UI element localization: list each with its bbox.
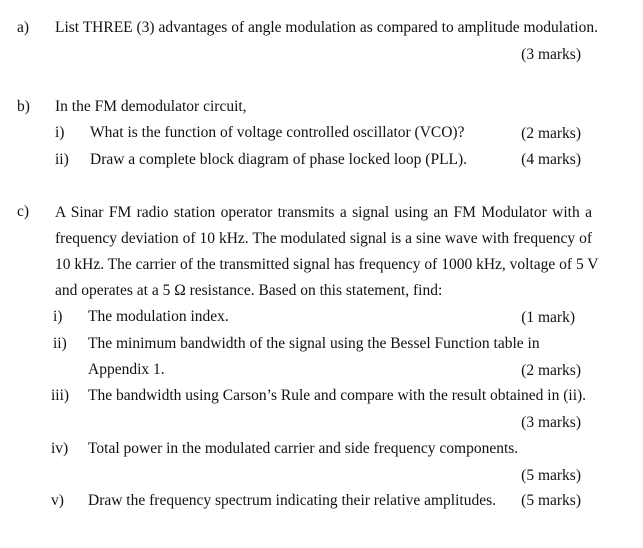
- part-text-continued: Appendix 1.: [88, 361, 165, 378]
- question-label: c): [17, 203, 30, 220]
- part-label: ii): [55, 151, 69, 168]
- question-text-line: frequency deviation of 10 kHz. The modulated signal is a sine wave with frequency of: [55, 230, 592, 247]
- marks: (2 marks): [521, 125, 581, 142]
- marks: (5 marks): [521, 492, 581, 509]
- part-label: i): [53, 308, 63, 325]
- part-label: iii): [51, 387, 70, 404]
- part-text: The minimum bandwidth of the signal using the Bessel Function table in: [88, 335, 540, 352]
- question-text-line: 10 kHz. The carrier of the transmitted signal has frequency of 1000 kHz, voltage of 5 V: [55, 256, 599, 273]
- question-text: List THREE (3) advantages of angle modulation as compared to amplitude modulation.: [55, 19, 598, 36]
- part-text: What is the function of voltage controlled oscillator (VCO)?: [90, 124, 465, 141]
- question-label: a): [17, 19, 30, 36]
- part-text: The modulation index.: [88, 308, 229, 325]
- marks: (5 marks): [521, 467, 581, 484]
- part-text: Draw the frequency spectrum indicating their relative amplitudes.: [88, 492, 497, 509]
- part-label: ii): [53, 335, 67, 352]
- marks: (4 marks): [521, 151, 581, 168]
- marks: (3 marks): [521, 46, 581, 63]
- part-label: i): [55, 124, 65, 141]
- question-label: b): [17, 98, 30, 115]
- marks: (3 marks): [521, 414, 581, 431]
- question-text-line: and operates at a 5 Ω resistance. Based on this statement, find:: [55, 282, 443, 299]
- part-text: Total power in the modulated carrier and side frequency components.: [88, 440, 519, 457]
- part-label: v): [51, 492, 64, 509]
- part-label: iv): [51, 440, 69, 457]
- marks: (1 mark): [521, 309, 575, 326]
- part-text: The bandwidth using Carson’s Rule and compare with the result obtained in (ii).: [88, 387, 587, 404]
- marks: (2 marks): [521, 362, 581, 379]
- question-text-line: A Sinar FM radio station operator transmits a signal using an FM Modulator with a: [55, 204, 592, 221]
- part-text: Draw a complete block diagram of phase locked loop (PLL).: [90, 151, 468, 168]
- question-text: In the FM demodulator circuit,: [55, 98, 247, 115]
